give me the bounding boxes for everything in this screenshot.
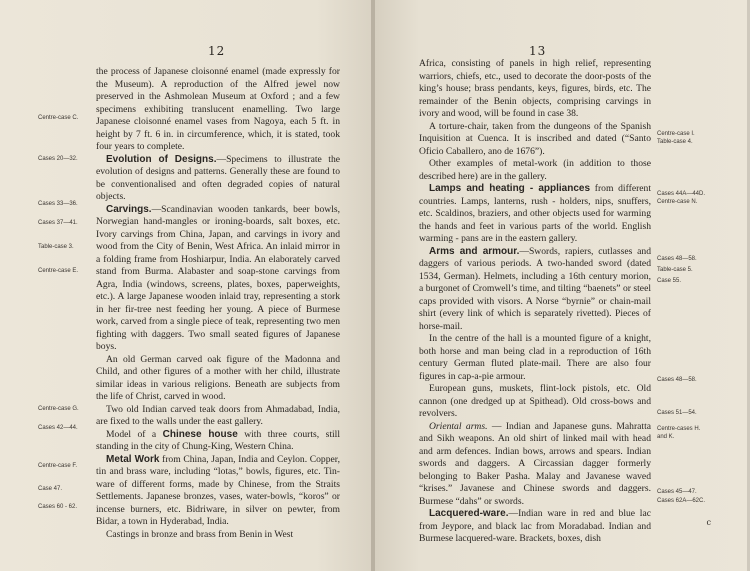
margin-note: Centre-case N. (657, 199, 698, 205)
page-body (419, 58, 651, 546)
margin-note: Table-case 4. (657, 139, 693, 145)
paragraph: Arms and armour.—Swords, rapiers, cutlasses and daggers of various periods. A two-handed sword (dated 1534, German). Helmets, including a 16th century morion, a burgonet of Cromwell’s time, and tilting “baenets” or steel caps provided with visors. A Norse “byrnie” or chain-mail shirt (every link of which is separately rivetted). Pieces of horse-mail. (419, 245, 651, 332)
paragraph: Africa, consisting of panels in high relief, representing warriors, chiefs, etc., used to decorate the door-posts of the king’s house; brass pendants, keys, figures, birds, etc. The remainder of the Benin objects, comprising carvings in ivory and wood, will be found in case 38. (419, 58, 651, 119)
page-number: 13 (529, 44, 547, 58)
paragraph: Castings in bronze and brass from Benin in West (106, 528, 294, 540)
margin-note: Cases 37—41. (38, 220, 78, 226)
paragraph: A torture-chair, taken from the dungeons of the Spanish Inquisition at Cuenca. It is inscribed and dated (“Santo Oficio Caballero, ano de 1676”). (419, 120, 651, 157)
margin-note: Cases 33—36. (38, 201, 78, 207)
paragraph: Other examples of metal-work (in addition to those described here) are in the gallery. (419, 158, 651, 182)
paragraph: European guns, muskets, flint-lock pistols, etc. Old cannon (one dredged up at Spithead). Old cross-bows and revolvers. (419, 383, 651, 419)
paragraph: Carvings.—Scandinavian wooden tankards, beer bowls, Norwegian hand-mangles or ironing-boards, salt boxes, etc. Ivory carvings from China, Japan, and carvings in ivory and wood from the City of Benin, West Africa. An inlaid mirror in a folding frame from Hoshiarpur, India. An elaborately carved stand from Burma. Alabaster and soap-stone carvings from Agra, India (windows, screens, plates, boxes, paperweights, etc.). A large Japanese wooden inlaid tray, representing a stork in her fir-tree nest feeding her young. A piece of Burmese work, carved from a single piece of teak, representing two men fighting with daggers. Two small seated figures of Japanese boys. (96, 203, 340, 352)
margin-note: Centre-case E. (38, 268, 79, 274)
paragraph: Oriental arms. — Indian and Japanese guns. Mahratta and Sikh weapons. An old shirt of linked mail with head and arm defences. Indian bows, arrows and spears. Indian swords and daggers. A Circassian dagger formerly belonging to Baker Pasha. Malay and Javanese waved “krises.” Javanese and Chinese swords and daggers. Burmese “dahs” or swords. (419, 420, 652, 507)
paragraph: Lacquered-ware.—Indian ware in red and blue lac from Jeypore, and black lac from Moradabad. Indian and Burmese lacquered-ware. Brackets, boxes, dish (419, 508, 651, 544)
margin-note: Cases 42—44. (38, 425, 78, 431)
margin-note: Centre-case I. (657, 131, 695, 137)
margin-note: Cases 60 - 62. (38, 504, 78, 510)
signature-mark: c (706, 518, 711, 527)
page-body (96, 66, 340, 541)
left-page (0, 0, 372, 571)
paragraph: Model of a Chinese house with three courts, still standing in the city of Chung-King, Western China. (96, 428, 340, 452)
margin-note: and K. (657, 434, 675, 440)
paragraph: Evolution of Designs.—Specimens to illustrate the evolution of designs and patterns. Generally these are found to be conventionalised and often degraded copies of natural objects. (96, 153, 340, 202)
margin-note: Centre-case G. (38, 406, 79, 412)
margin-note: Cases 48—58. (657, 377, 697, 383)
paragraph: the process of Japanese cloisonné enamel (made expressly for the Museum). A reproduction of the Alfred jewel now preserved in the Ashmolean Museum at Oxford ; and a few specimens exhibiting translucent enamelling. Two large Japanese cloisonné enamel vases from Nagoya, each 5 ft. in height by 7 ft. 6 in. in circumference, which, it is stated, took four years to complete. (96, 66, 340, 152)
right-page (375, 0, 747, 571)
margin-note: Case 55. (657, 278, 682, 284)
paragraph: In the centre of the hall is a mounted figure of a knight, both horse and man being clad in a reproduction of 16th century German fluted plate-mail. There are also four figures in cap-a-pie armour. (419, 333, 651, 382)
paragraph: An old German carved oak figure of the Madonna and Child, and other figures of a mother with her child, illustrate similar ideas in various religions. Beneath are subjects from the life of Christ, carved in wood. (96, 353, 340, 402)
margin-note: Centre-case F. (38, 463, 78, 469)
margin-note: Cases 20—32. (38, 156, 78, 162)
page-number: 12 (208, 44, 226, 58)
margin-note: Table-case 5. (657, 267, 693, 273)
margin-note: Centre-cases H. (657, 426, 701, 432)
margin-note: Centre-case C. (38, 115, 79, 121)
paragraph: Two old Indian carved teak doors from Ahmadabad, India, are fixed to the walls under the east gallery. (96, 403, 340, 427)
margin-note: Cases 45—47. (657, 489, 697, 495)
margin-note: Cases 51—54. (657, 410, 697, 416)
margin-note: Case 47. (38, 486, 63, 492)
margin-note: Cases 44A—44D. (657, 191, 706, 197)
margin-note: Cases 48—58. (657, 256, 697, 262)
paragraph: Metal Work from China, Japan, India and Ceylon. Copper, tin and brass ware, including “lotas,” bowls, figures, etc. Tin-ware of different forms, made by Chinese, from the Straits Settlements. Japanese bronzes, vases, water-bowls, “koros” or incense burners, etc. Bidriware, in silver on pewter, from Bidar, a town in Hyderabad, India. (96, 453, 340, 527)
paragraph: Lamps and heating - appliances from different countries. Lamps, lanterns, rush - holders, nips, snuffers, etc. Scaldinos, braziers, and other objects used for warming the hands and feet in various parts of the world. English warming - pans are in the eastern gallery. (419, 183, 651, 244)
margin-note: Table-case 3. (38, 244, 74, 250)
margin-note: Cases 62A—62C. (657, 498, 706, 504)
